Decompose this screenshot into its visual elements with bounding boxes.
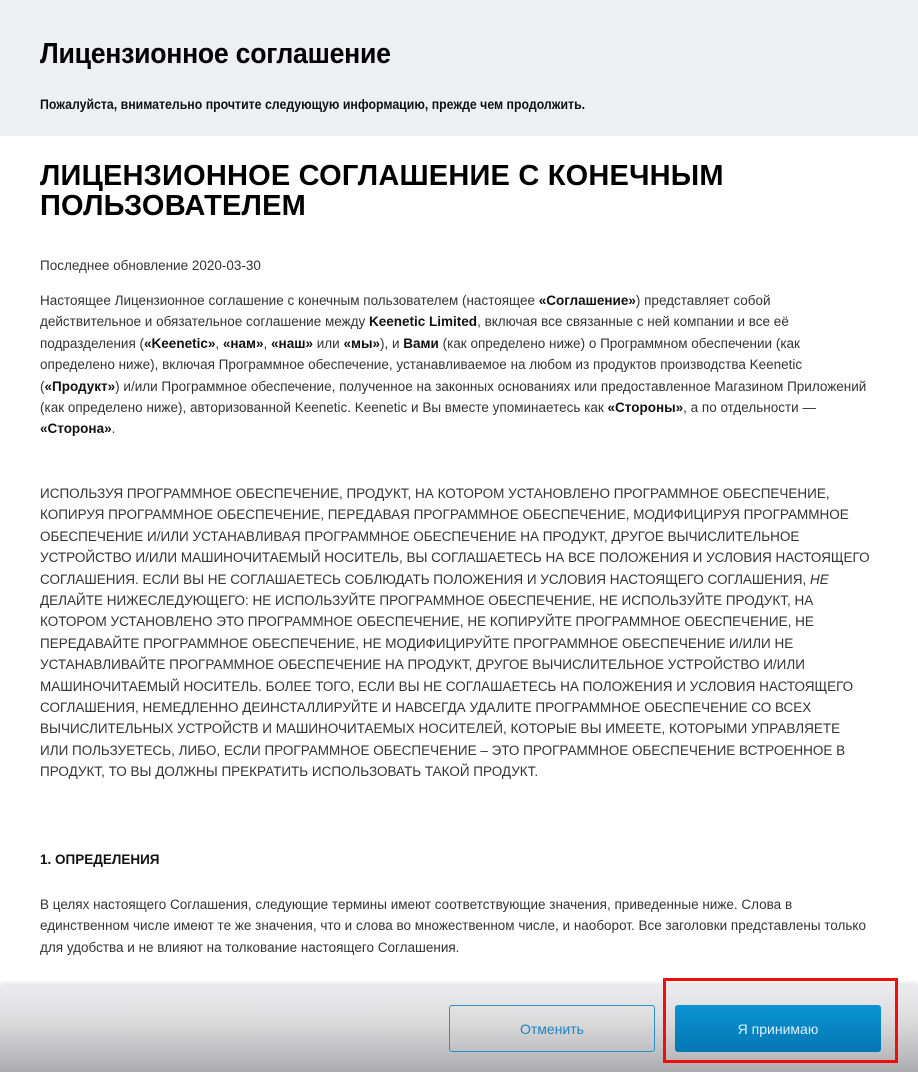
document-title: ЛИЦЕНЗИОННОЕ СОГЛАШЕНИЕ С КОНЕЧНЫМ ПОЛЬЗОВАТЕЛЕМ: [40, 160, 724, 222]
page-subtitle: Пожалуйста, внимательно прочтите следующую информацию, прежде чем продолжить.: [40, 96, 586, 112]
intro-paragraph: Настоящее Лицензионное соглашение с конечным пользователем (настоящее «Соглашение») представляет собой действительное и обязательное соглашение между Keenetic Limited, включая все связанные с ней компании и все её подразделения («Keenetic», «нам», «наш» или «мы»), и Вами (как определено ниже) о Программном обеспечении (как определено ниже), включая Программное обеспечение, устанавливаемое на любом из продуктов производства Keenetic («Продукт») и/или Программное обеспечение, полученное на законных основаниях или предоставленное Магазином Приложений (как определено ниже), авторизованной Keenetic. Keenetic и Вы вместе упоминаетесь как «Стороны», а по отдельности — «Сторона».: [40, 293, 867, 437]
accept-button[interactable]: Я принимаю: [675, 1005, 881, 1052]
action-footer: [0, 985, 918, 1072]
last-updated-text: Последнее обновление 2020-03-30: [40, 258, 261, 273]
warning-paragraph: ИСПОЛЬЗУЯ ПРОГРАММНОЕ ОБЕСПЕЧЕНИЕ, ПРОДУКТ, НА КОТОРОМ УСТАНОВЛЕНО ПРОГРАММНОЕ ОБЕСПЕЧЕНИЕ, КОПИРУЯ ПРОГРАММНОЕ ОБЕСПЕЧЕНИЕ, ПЕРЕДАВАЯ ПРОГРАММНОЕ ОБЕСПЕЧЕНИЕ, МОДИФИЦИРУЯ ПРОГРАММНОЕ ОБЕСПЕЧЕНИЕ И/ИЛИ УСТАНАВЛИВАЯ ПРОГРАММНОЕ ОБЕСПЕЧЕНИЕ НА ПРОДУКТ, ДРУГОЕ ВЫЧИСЛИТЕЛЬНОЕ УСТРОЙСТВО И/ИЛИ МАШИНОЧИТАЕМЫЙ НОСИТЕЛЬ, ВЫ СОГЛАШАЕТЕСЬ НА ВСЕ ПОЛОЖЕНИЯ И УСЛОВИЯ НАСТОЯЩЕГО СОГЛАШЕНИЯ. ЕСЛИ ВЫ НЕ СОГЛАШАЕТЕСЬ СОБЛЮДАТЬ ПОЛОЖЕНИЯ И УСЛОВИЯ НАСТОЯЩЕГО СОГЛАШЕНИЯ, НЕ ДЕЛАЙТЕ НИЖЕСЛЕДУЮЩЕГО: НЕ ИСПОЛЬЗУЙТЕ ПРОГРАММНОЕ ОБЕСПЕЧЕНИЕ, НЕ ИСПОЛЬЗУЙТЕ ПРОДУКТ, НА КОТОРОМ УСТАНОВЛЕНО ЭТО ПРОГРАММНОЕ ОБЕСПЕЧЕНИЕ, НЕ КОПИРУЙТЕ ПРОГРАММНОЕ ОБЕСПЕЧЕНИЕ, НЕ ПЕРЕДАВАЙТЕ ПРОГРАММНОЕ ОБЕСПЕЧЕНИЕ, НЕ МОДИФИЦИРУЙТЕ ПРОГРАММНОЕ ОБЕСПЕЧЕНИЕ И/ИЛИ НЕ УСТАНАВЛИВАЙТЕ ПРОГРАММНОЕ ОБЕСПЕЧЕНИЕ НА ПРОДУКТ, ДРУГОЕ ВЫЧИСЛИТЕЛЬНОЕ УСТРОЙСТВО И/ИЛИ МАШИНОЧИТАЕМЫЙ НОСИТЕЛЬ. БОЛЕЕ ТОГО, ЕСЛИ ВЫ НЕ СОГЛАШАЕТЕСЬ НА ПОЛОЖЕНИЯ И УСЛОВИЯ НАСТОЯЩЕГО СОГЛАШЕНИЯ, НЕМЕДЛЕННО ДЕИНСТАЛЛИРУЙТЕ И НАВСЕГДА УДАЛИТЕ ПРОГРАММНОЕ ОБЕСПЕЧЕНИЕ СО ВСЕХ ВЫЧИСЛИТЕЛЬНЫХ УСТРОЙСТВ И МАШИНОЧИТАЕМЫХ НОСИТЕЛЕЙ, КОТОРЫЕ ВЫ ИМЕЕТЕ, КОТОРЫМИ УПРАВЛЯЕТЕ ИЛИ ПОЛЬЗУЕТЕСЬ, ЛИБО, ЕСЛИ ПРОГРАММНОЕ ОБЕСПЕЧЕНИЕ – ЭТО ПРОГРАММНОЕ ОБЕСПЕЧЕНИЕ ВСТРОЕННОЕ В ПРОДУКТ, ТО ВЫ ДОЛЖНЫ ПРЕКРАТИТЬ ИСПОЛЬЗОВАТЬ ТАКОЙ ПРОДУКТ.: [40, 486, 870, 780]
cancel-button[interactable]: Отменить: [449, 1005, 655, 1052]
definitions-paragraph: В целях настоящего Соглашения, следующие термины имеют соответствующие значения, приведенные ниже. Слова в единственном числе имеют те же значения, что и слова во множественном числе, и наоборот. Все заголовки представлены только для удобства и не влияют на толкование настоящего Соглашения.: [40, 897, 866, 955]
page-header: [0, 0, 918, 136]
page-title: Лицензионное соглашение: [40, 38, 391, 70]
section-heading-definitions: 1. ОПРЕДЕЛЕНИЯ: [40, 852, 160, 867]
agreement-scroll-area[interactable]: [0, 136, 918, 986]
